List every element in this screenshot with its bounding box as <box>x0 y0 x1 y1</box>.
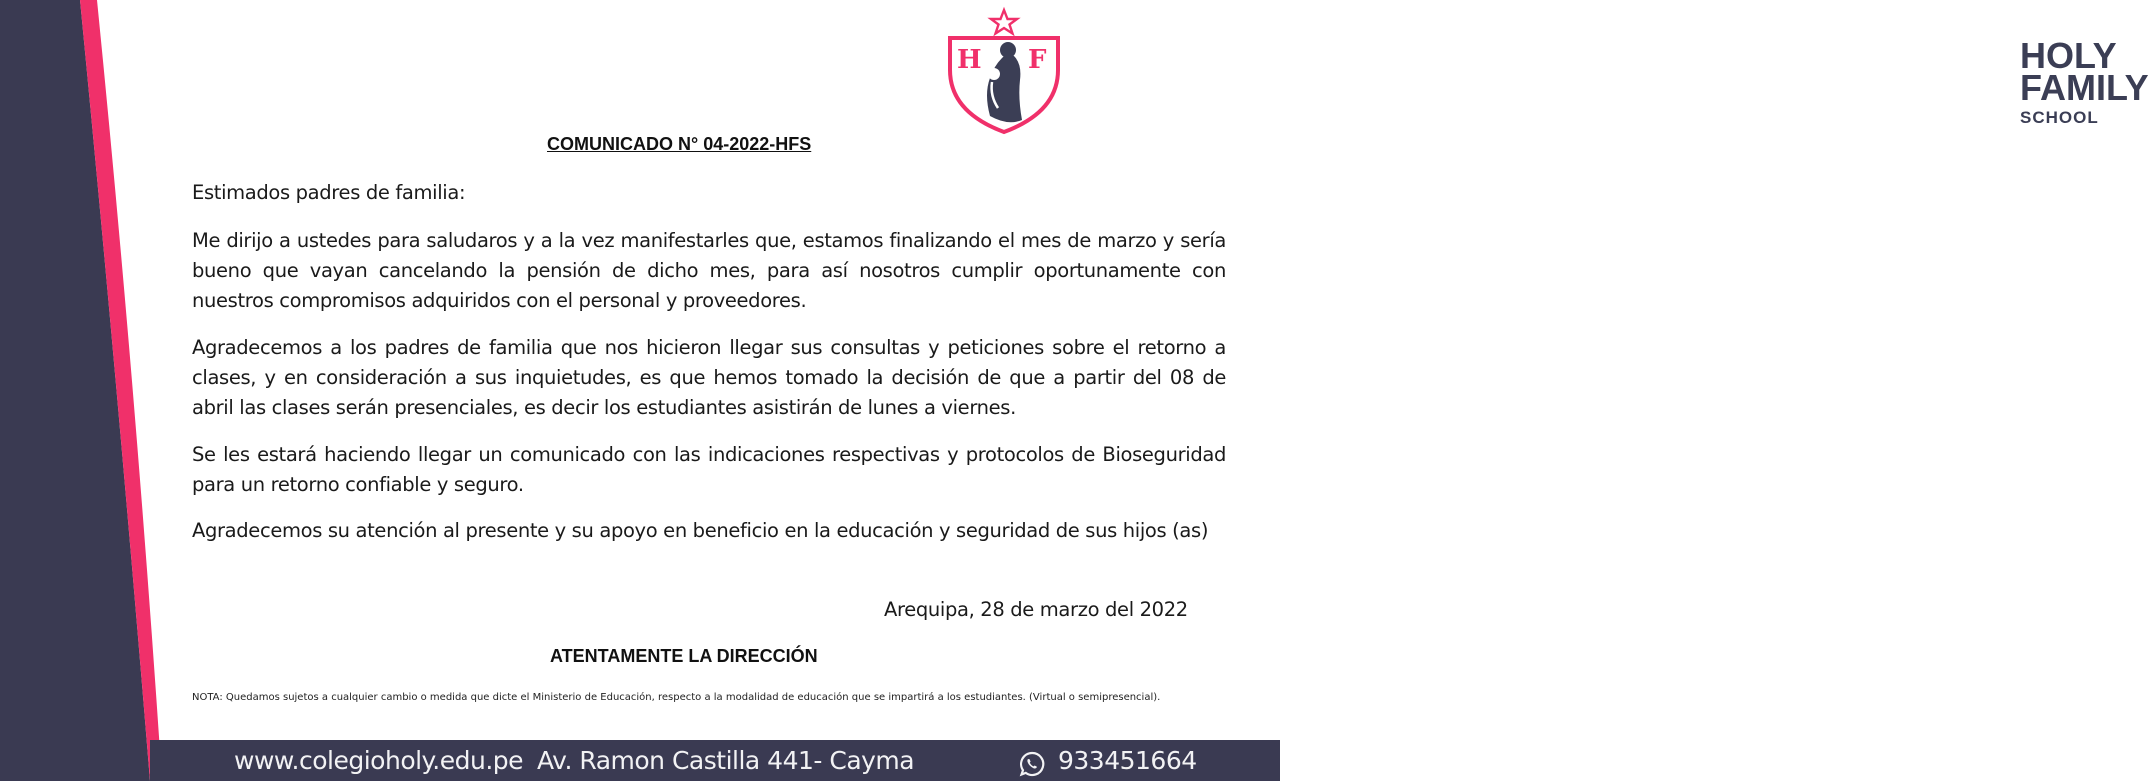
signoff: ATENTAMENTE LA DIRECCIÓN <box>550 646 818 666</box>
svg-text:H: H <box>957 45 982 75</box>
paragraph-1: Me dirijo a ustedes para saludaros y a la vez manifestarles que, estamos finalizando el mes de marzo y sería bueno que vayan cancelando la pensión de dicho mes, para así nosotros cumplir oportunamente con nuestros compromisos adquiridos con el personal y proveedores. <box>192 229 1226 312</box>
greeting: Estimados padres de familia: <box>192 181 466 204</box>
paragraph-2: Agradecemos a los padres de familia que nos hicieron llegar sus consultas y peticiones sobre el retorno a clases, y en consideración a sus inquietudes, es que hemos tomado la decisión de que a partir del 08 de abril las clases serán presenciales, es decir los estudiantes asistirán de lunes a viernes. <box>192 336 1226 419</box>
footnote: NOTA: Quedamos sujetos a cualquier cambio o medida que dicte el Ministerio de Educación, respecto a la modalidad de educación que se impartirá a los estudiantes. (Virtual o semipresencial). <box>192 692 1161 703</box>
paragraph-3: Se les estará haciendo llegar un comunicado con las indicaciones respectivas y protocolos de Bioseguridad para un retorno confiable y seguro. <box>192 443 1226 496</box>
school-crest-icon <box>946 8 1064 134</box>
whatsapp-icon <box>1019 751 1045 777</box>
logo-text-holy: HOLY <box>2020 35 2117 76</box>
footer-website[interactable]: www.colegioholy.edu.pe <box>234 746 524 775</box>
left-decorative-band <box>0 0 160 781</box>
footer-address: Av. Ramon Castilla 441- Cayma <box>537 746 915 775</box>
school-logo <box>946 8 2149 134</box>
footer-phone[interactable]: 933451664 <box>1058 746 1197 775</box>
document-title: COMUNICADO N° 04-2022-HFS <box>547 134 812 154</box>
document-date: Arequipa, 28 de marzo del 2022 <box>884 598 1188 621</box>
logo-text-school: SCHOOL <box>2020 108 2099 127</box>
svg-text:F: F <box>1028 45 1047 75</box>
paragraph-4: Agradecemos su atención al presente y su apoyo en beneficio en la educación y seguridad de sus hijos (as) <box>192 519 1209 542</box>
logo-text-family: FAMILY <box>2020 67 2149 108</box>
